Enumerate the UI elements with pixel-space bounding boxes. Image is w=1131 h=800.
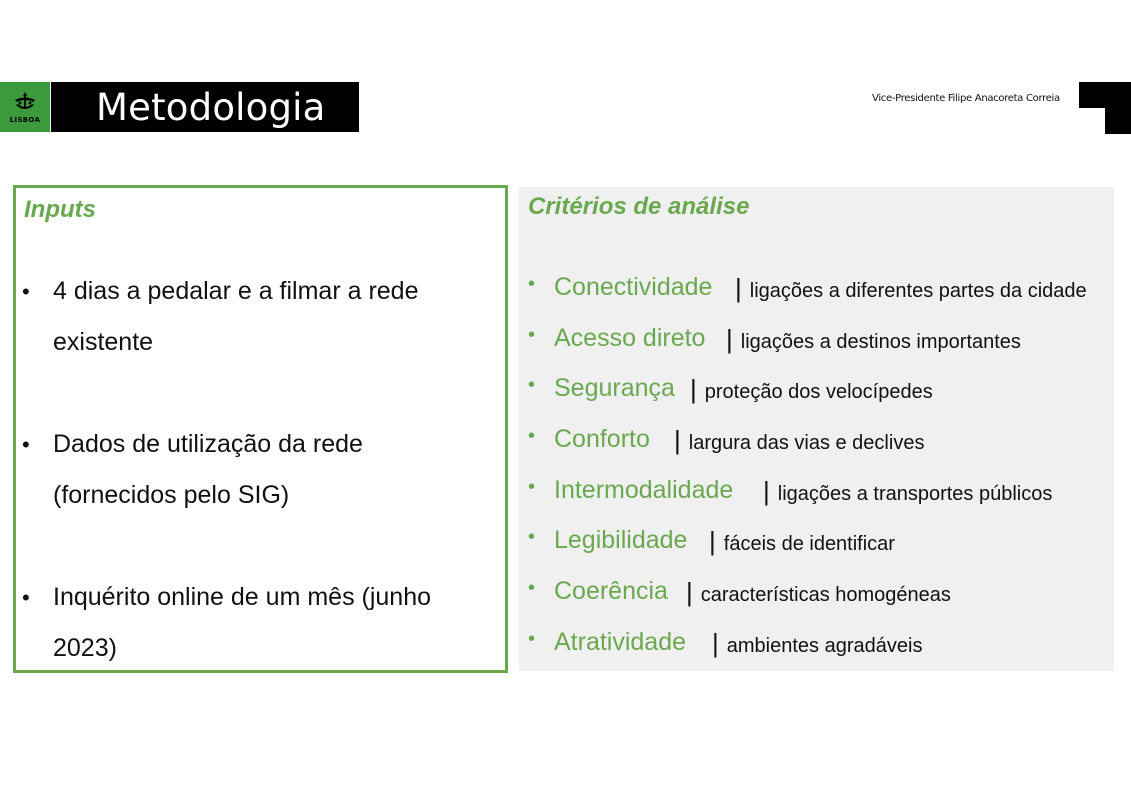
bullet-icon: • [528, 323, 536, 346]
bullet-icon: • [528, 475, 536, 498]
criterion-name: Atratividade [554, 627, 687, 656]
input-line: Dados de utilização da rede [53, 430, 363, 458]
bullet-icon: • [528, 526, 536, 549]
criterion-name: Segurança [554, 374, 675, 403]
inputs-list [22, 266, 492, 674]
list-item [528, 263, 1108, 314]
separator: | [709, 526, 716, 557]
lisboa-crest-icon [12, 91, 38, 115]
inputs-heading: Inputs [24, 196, 96, 223]
corner-mark-icon [1079, 82, 1131, 134]
criterion-desc: ligações a transportes públicos [777, 482, 1053, 505]
list-item [528, 314, 1108, 365]
criterion-name: Conforto [554, 425, 650, 454]
criterion-desc: características homogéneas [700, 584, 951, 607]
list-item [528, 415, 1108, 466]
list-item [528, 466, 1108, 517]
title-bar [51, 82, 359, 132]
separator: | [686, 577, 693, 608]
criterion-name: Acesso direto [554, 323, 706, 352]
criterion-desc: largura das vias e declives [688, 432, 925, 455]
vice-president-label: Vice-Presidente Filipe Anacoreta Correia [872, 93, 1060, 104]
separator: | [735, 273, 742, 303]
inputs-panel [13, 185, 508, 673]
criterion-desc: proteção dos velocípedes [704, 381, 933, 404]
list-item [22, 419, 492, 521]
list-item [22, 266, 492, 368]
bullet-icon: • [528, 577, 536, 600]
separator: | [726, 323, 733, 354]
input-line: Inquérito online de um mês (junho [53, 583, 432, 611]
criterion-name: Legibilidade [554, 526, 688, 555]
lisboa-logo [0, 82, 50, 132]
list-item [528, 567, 1108, 618]
list-item [528, 618, 1108, 669]
bullet-icon: • [22, 432, 30, 457]
criteria-list [528, 263, 1108, 669]
criteria-heading: Critérios de análise [528, 193, 750, 220]
input-line: existente [53, 328, 154, 356]
separator: | [712, 627, 719, 658]
criterion-desc: ambientes agradáveis [726, 634, 923, 657]
criterion-desc: fáceis de identificar [723, 533, 895, 556]
bullet-icon: • [528, 374, 536, 397]
input-line: 2023) [53, 634, 117, 662]
bullet-icon: • [22, 279, 30, 304]
criterion-name: Intermodalidade [554, 475, 734, 504]
page-title: Metodologia [96, 85, 326, 129]
list-item [528, 516, 1108, 567]
input-line: (fornecidos pelo SIG) [53, 481, 290, 509]
criteria-panel [519, 187, 1114, 671]
separator: | [763, 475, 770, 506]
bullet-icon: • [528, 273, 536, 295]
criterion-name: Coerência [554, 577, 668, 606]
separator: | [690, 374, 697, 405]
list-item [22, 572, 492, 674]
bullet-icon: • [22, 585, 30, 610]
criterion-desc: ligações a destinos importantes [740, 330, 1021, 353]
separator: | [674, 425, 681, 456]
input-line: 4 dias a pedalar e a filmar a rede [53, 277, 419, 305]
bullet-icon: • [528, 425, 536, 448]
criterion-name: Conectividade [554, 273, 713, 301]
criterion-desc: ligações a diferentes partes da cidade [749, 280, 1087, 302]
bullet-icon: • [528, 627, 536, 650]
list-item [528, 364, 1108, 415]
logo-text: LISBOA [9, 115, 41, 124]
